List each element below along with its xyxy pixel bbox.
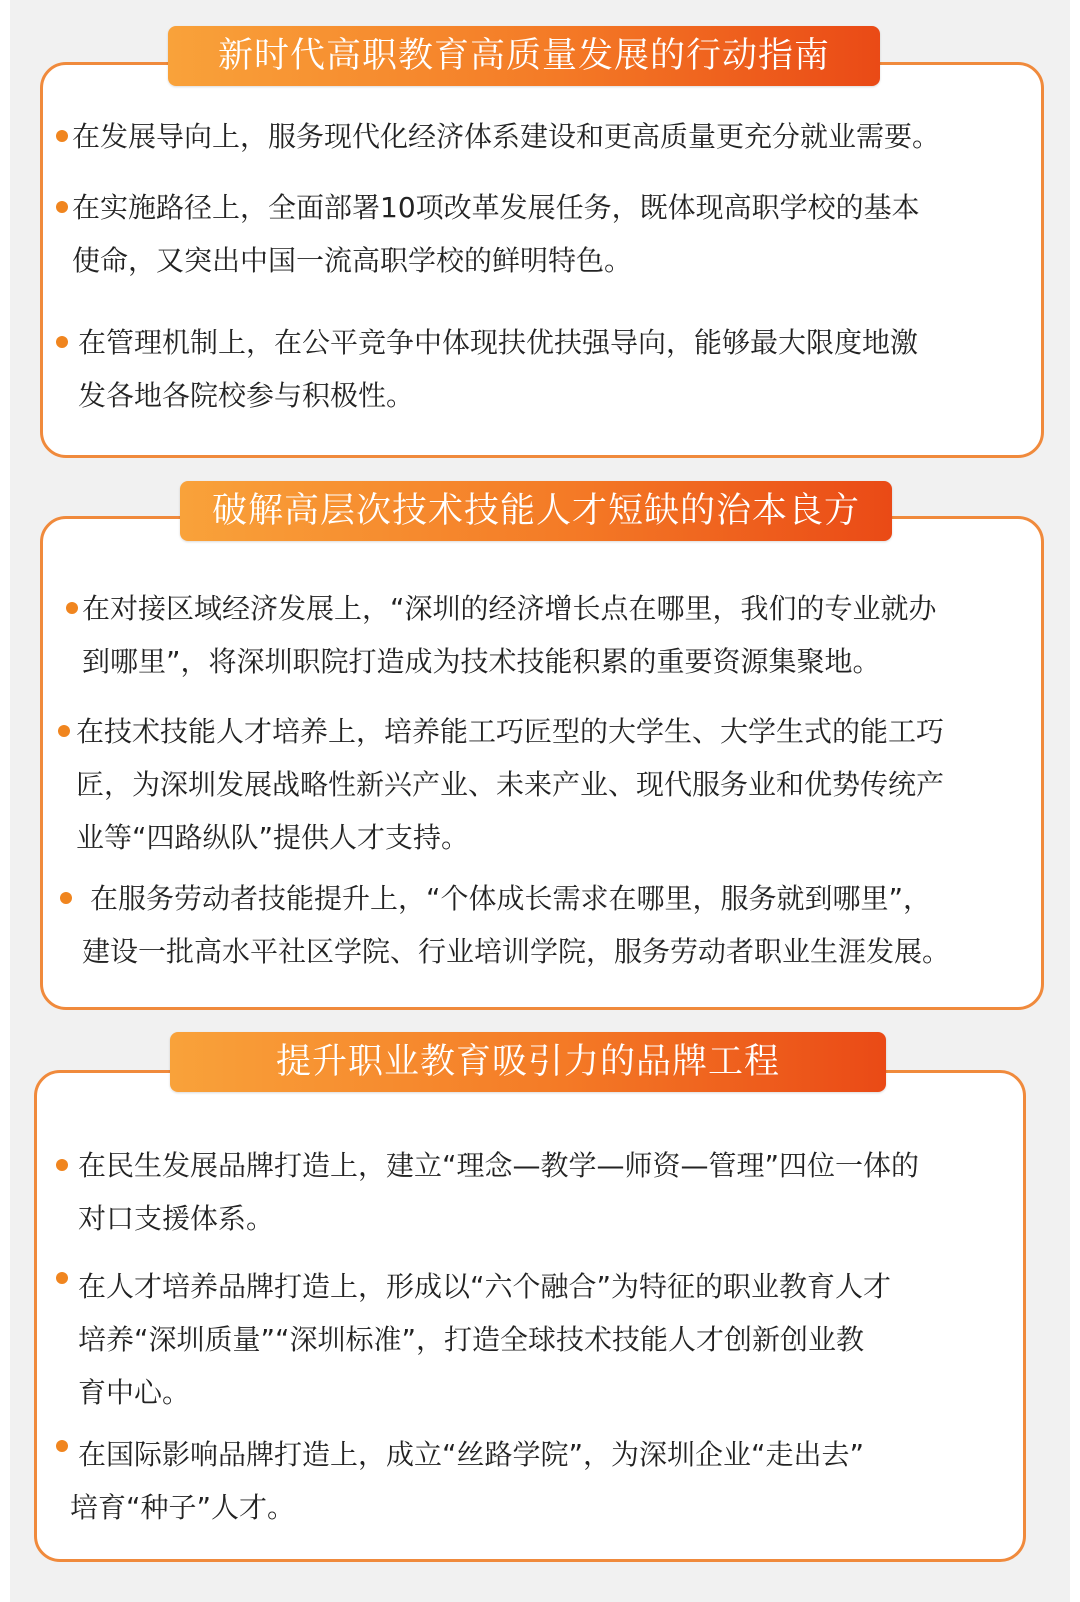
bullet-icon <box>56 1159 68 1171</box>
section-3-item-3 <box>70 1428 1038 1534</box>
section-2-title: 破解高层次技术技能人才短缺的治本良方 <box>180 481 892 541</box>
section-2-item-3 <box>82 872 1050 978</box>
item-line: 在人才培养品牌打造上，形成以“六个融合”为特征的职业教育人才 <box>78 1270 892 1303</box>
section-3-title: 提升职业教育吸引力的品牌工程 <box>170 1032 886 1092</box>
item-line: 匠，为深圳发展战略性新兴产业、未来产业、现代服务业和优势传统产 <box>76 768 945 801</box>
bullet-icon <box>56 130 68 142</box>
section-1-title: 新时代高职教育高质量发展的行动指南 <box>168 26 880 86</box>
item-line: 培育“种子”人才。 <box>70 1491 296 1524</box>
item-line: 在服务劳动者技能提升上，“个体成长需求在哪里，服务就到哪里”， <box>90 882 932 915</box>
bullet-icon <box>56 1272 68 1284</box>
item-line: 建设一批高水平社区学院、行业培训学院，服务劳动者职业生涯发展。 <box>82 935 951 968</box>
bullet-icon <box>58 725 70 737</box>
item-line: 在发展导向上，服务现代化经济体系建设和更高质量更充分就业需要。 <box>72 120 941 153</box>
item-line: 到哪里”，将深圳职院打造成为技术技能积累的重要资源集聚地。 <box>82 645 881 678</box>
item-line: 在国际影响品牌打造上，成立“丝路学院”，为深圳企业“走出去” <box>78 1438 865 1471</box>
item-line: 培养“深圳质量”“深圳标准”，打造全球技术技能人才创新创业教 <box>78 1323 865 1356</box>
section-3-item-1 <box>78 1139 1038 1245</box>
section-2-item-1 <box>82 582 1042 688</box>
item-line: 在对接区域经济发展上，“深圳的经济增长点在哪里，我们的专业就办 <box>82 592 937 625</box>
item-line: 在管理机制上，在公平竞争中体现扶优扶强导向，能够最大限度地激 <box>78 326 919 359</box>
section-1-item-3 <box>78 316 1038 422</box>
bullet-icon <box>56 201 68 213</box>
bullet-icon <box>60 892 72 904</box>
item-line: 在民生发展品牌打造上，建立“理念—教学—师资—管理”四位一体的 <box>78 1149 920 1182</box>
section-2-item-2 <box>76 705 1036 864</box>
item-line: 在实施路径上，全面部署10项改革发展任务，既体现高职学校的基本 <box>72 191 920 224</box>
bullet-icon <box>66 602 78 614</box>
section-1-item-1 <box>72 110 1032 163</box>
item-line: 业等“四路纵队”提供人才支持。 <box>76 821 470 854</box>
section-1-item-2 <box>72 181 1032 287</box>
bullet-icon <box>56 336 68 348</box>
section-3-item-2 <box>78 1260 1038 1419</box>
item-line: 对口支援体系。 <box>78 1202 275 1235</box>
item-line: 使命，又突出中国一流高职学校的鲜明特色。 <box>72 244 633 277</box>
bullet-icon <box>56 1440 68 1452</box>
item-line: 在技术技能人才培养上，培养能工巧匠型的大学生、大学生式的能工巧 <box>76 715 945 748</box>
item-line: 育中心。 <box>78 1376 191 1409</box>
item-line: 发各地各院校参与积极性。 <box>78 379 415 412</box>
